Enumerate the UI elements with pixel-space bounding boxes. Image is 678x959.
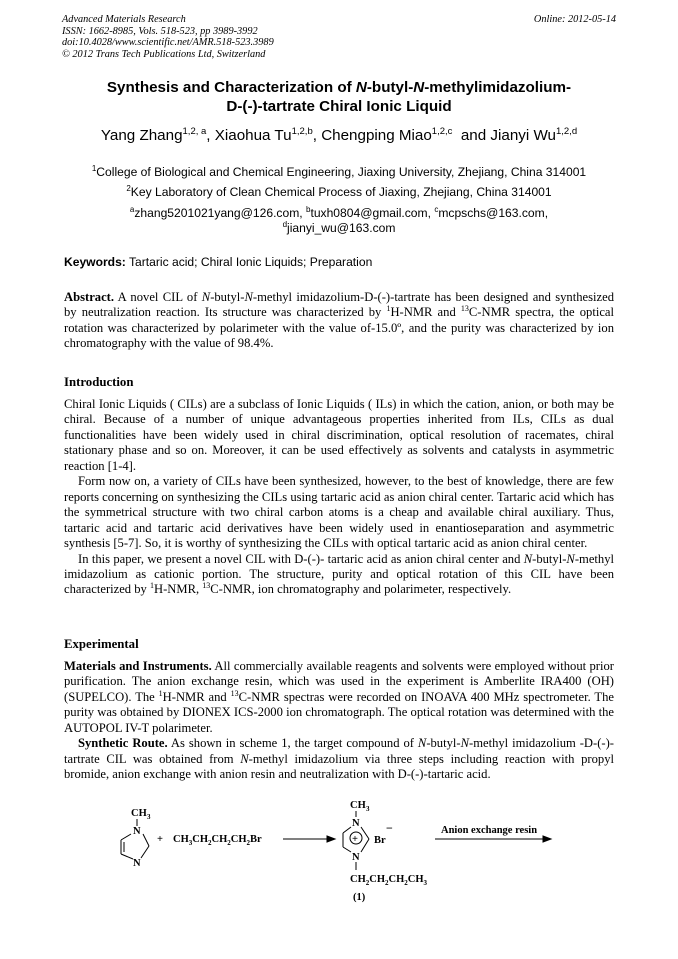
svg-text:N: N [133, 858, 141, 869]
issn-line: ISSN: 1662-8985, Vols. 518-523, pp 3989-3992 [62, 25, 258, 37]
svg-text:3: 3 [366, 805, 370, 813]
svg-text:N: N [133, 826, 141, 837]
compound-label: (1) [353, 892, 366, 903]
author-emails-2: $^d$jianyi_wu@163.com [282, 220, 396, 235]
introduction-body: Chiral Ionic Liquids ( CILs) are a subclass of Ionic Liquids ( ILs) in which the cation, anion, or both may be chiral. Because of a number of unique advantageous properties inherited from ILs, CILs as dual functionalities have been widely used in chiral discrimination, optical resolution of racemates, chiral stationary phase and so on. Moreover, it can be used effectively as solvents and catalysts in asymmetric reaction [1-4]. Form now on, a variety of CILs have been synthesized, however, to the best of knowledge, there are few reports concerning on synthesizing the CILs using tartaric acid as anion chiral center. Tartaric acid which has the symmetrical structure with two chiral carbon atoms is a cheap and available chiral auxiliary. Thus, tartaric acid and tartaric acid derivatives have been widely used in enantioseparation and asymmetric synthesis [5-7]. So, it is worthy of synthesizing the CILs with optical tartaric acid as anion chiral center. In this paper, we present a novel CIL with D-(-)- tartaric acid as anion chiral center and N-butyl-N-methyl imidazolium as cationic portion. The structure, purity and optical rotation of this CIL have been characterized by $^1$H-NMR, $^{13}$C-NMR, ion chromatography and polarimeter, respectively. [64, 397, 614, 597]
reaction-arrow-2 [435, 825, 551, 842]
author-name: Yang Zhang [100, 127, 183, 144]
email-link[interactable]: jianyi_wu@163.com [287, 221, 396, 235]
affiliation-1: $^1$College of Biological and Chemical Engineering, Jiaxing University, Zhejiang, China 314001 [91, 164, 587, 179]
reagent-formula: $CH_3CH_2CH_2CH_2Br$ [173, 834, 262, 847]
reaction-scheme [95, 796, 595, 906]
journal-name: Advanced Materials Research [62, 14, 186, 25]
svg-text:CH: CH [350, 800, 366, 811]
journal-header [62, 14, 618, 60]
abstract: Abstract. A novel CIL of N-butyl-N-methyl imidazolium-D-(-)-tartrate has been designed and synthesized by neutralization reaction. Its structure was characterized by $^1$H-NMR and $^{13}$C-NMR spectra, the optical rotation was characterized by polarimeter with the value of-15.0º, and the purity was characterized by ion chromatography with the value of 98.4%. [64, 290, 614, 351]
reaction-arrow-1 [283, 836, 335, 842]
author-name: Chengping Miao [321, 127, 432, 144]
paper-title: Synthesis and Characterization of N-butyl-N-methylimidazolium- D-(-)-tartrate Chiral Ionic Liquid [106, 79, 572, 115]
affiliation-2: $^2$Key Laboratory of Clean Chemical Process of Jiaxing, Zhejiang, China 314001 [126, 184, 552, 199]
author-emails: $^a$zhang5201021yang@126.com, $^b$tuxh0804@gmail.com, $^c$mcpschs@163.com, [129, 205, 549, 220]
svg-text:N: N [352, 852, 360, 863]
svg-text:−: − [386, 821, 393, 835]
experimental-body: Materials and Instruments. All commercially available reagents and solvents were employed without prior purification. The anion exchange resin, which was used in the experiment is Amberlite IRA400 (OH) (SUPELCO). The $^1$H-NMR and $^{13}$C-NMR spectras were recorded on INOAVA 400 MHz spectrometer. The purity was obtained by DIONEX ICS-2000 ion chromatograph. The optical rotation was determined with the AUTOPOL IV-T polarimeter. Synthetic Route. As shown in scheme 1, the target compound of N-butyl-N-methyl imidazolium -D-(-)-tartrate CIL was obtained from N-methyl imidazolium via three steps including reaction with propyl bromide, anion exchange with anion resin and neutralization with D-(-)-tartaric acid. [64, 659, 614, 782]
svg-text:3: 3 [147, 813, 151, 821]
svg-text:+: + [352, 834, 358, 845]
svg-text:CH2CH2CH2CH3: $CH_2CH_2CH_2CH_3$ [350, 874, 427, 887]
methylimidazole-structure [121, 808, 151, 869]
arrow-label: Anion exchange resin [441, 825, 538, 836]
svg-text:Br: Br [374, 835, 386, 846]
email-link[interactable]: mcpschs@163.com, [438, 206, 549, 220]
introduction-heading: Introduction [64, 375, 134, 389]
online-date: Online: 2012-05-14 [533, 14, 616, 25]
author-name: Xiaohua Tu [214, 127, 292, 144]
experimental-heading: Experimental [64, 637, 139, 651]
email-link[interactable]: zhang5201021yang@126.com, [134, 206, 306, 220]
copyright-line: © 2012 Trans Tech Publications Ltd, Switzerland [62, 48, 266, 60]
svg-text:CH: CH [131, 808, 147, 819]
email-link[interactable]: tuxh0804@gmail.com, [310, 206, 435, 220]
author-name: Jianyi Wu [490, 127, 556, 144]
imidazolium-bromide-structure [343, 800, 428, 903]
doi-line: doi:10.4028/www.scientific.net/AMR.518-523.3989 [62, 37, 274, 48]
author-list: Yang Zhang$^{1,2, a}$, Xiaohua Tu$^{1,2,b}$, Chengping Miao$^{1,2,c}$ and Jianyi Wu$^{1,2,d}$ [100, 126, 578, 144]
svg-text:N: N [352, 818, 360, 829]
plus-sign: + [157, 834, 163, 845]
keywords: Keywords: Tartaric acid; Chiral Ionic Liquids; Preparation [64, 255, 373, 269]
